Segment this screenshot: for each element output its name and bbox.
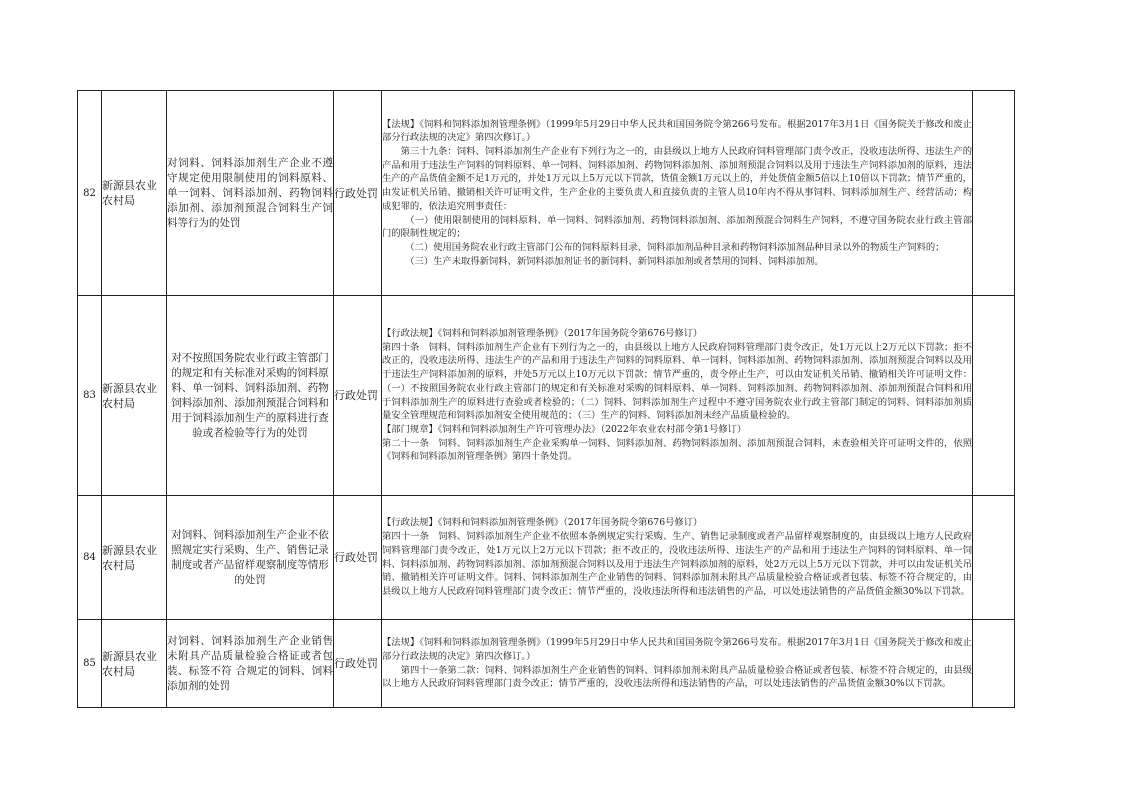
enforcement-items-table [77,90,1015,708]
basis-paragraph: 第三十九条：饲料、饲料添加剂生产企业有下列行为之一的，由县级以上地方人民政府饲料管理部门责令改正，没收违法所得、违法生产的产品和用于违法生产饲料的饲料原料、单一饲料、饲料添加剂、药物饲料添加剂、添加剂预混合饲料以及用于违法生产饲料添加剂的原料，违法生产的产品货值金额不足1万元的，并处1万元以上5万元以下罚款，货值金额1万元以上的，并处货值金额5倍以上10倍以下罚款；情节严重的，由发证机关吊销、撤销相关许可证明文件，生产企业的主要负责人和直接负责的主管人员10年内不得从事饲料、饲料添加剂生产、经营活动；构成犯罪的，依法追究刑事责任： [382,146,972,212]
basis-paragraph: 【行政法规】《饲料和饲料添加剂管理条例》（2017年国务院令第676号修订） [382,327,703,339]
remarks-cell [973,620,1015,708]
legal-basis-cell [382,91,973,296]
department-cell: 新源县农业农村局 [102,296,167,496]
table-row [78,91,1015,296]
row-number: 82 [78,91,102,296]
row-number: 85 [78,620,102,708]
legal-basis-cell [382,296,973,496]
legal-basis-cell [382,620,973,708]
item-name-cell: 对饲料、饲料添加剂生产企业销售未附具产品质量检验合格证或者包装、标签不符 合规定的饲料、饲料添加剂的处罚 [167,620,334,708]
table-row [78,296,1015,496]
item-name-cell: 对饲料、饲料添加剂生产企业不遵守规定使用限制使用的饲料原料、单一饲料、饲料添加剂、药物饲料添加剂、添加剂预混合饲料生产饲料等行为的处罚 [167,91,334,296]
department-cell: 新源县农业农村局 [102,620,167,708]
department-cell: 新源县农业农村局 [102,496,167,620]
basis-paragraph: 【部门规章】《饲料和饲料添加剂生产许可管理办法》（2022年农业农村部令第1号修订） [382,423,747,435]
item-name-cell: 对不按照国务院农业行政主管部门的规定和有关标准对采购的饲料原料、单一饲料、饲料添加剂、药物饲料添加剂、添加剂预混合饲料和用于饲料添加剂生产的原料进行查验或者检验等行为的处罚 [167,296,334,496]
item-type-cell: 行政处罚 [334,620,382,708]
remarks-cell [973,296,1015,496]
basis-paragraph: 【行政法规】《饲料和饲料添加剂管理条例》（2017年国务院令第676号修订） [382,517,703,529]
item-type-cell: 行政处罚 [334,91,382,296]
basis-paragraph: 第四十一条第二款：饲料、饲料添加剂生产企业销售的饲料、饲料添加剂未附具产品质量检验合格证或者包装、标签不符合规定的，由县级以上地方人民政府饲料管理部门责令改正；情节严重的，没收违法所得和违法销售的产品，可以处违法销售的产品货值金额30%以下罚款。 [382,664,972,690]
basis-paragraph: （三）生产未取得新饲料、新饲料添加剂证书的新饲料、新饲料添加剂或者禁用的饲料、饲料添加剂。 [405,255,824,267]
row-number: 84 [78,496,102,620]
basis-paragraph: （二）使用国务院农业行政主管部门公布的饲料原料目录、饲料添加剂品种目录和药物饲料添加剂品种目录以外的物质生产饲料的； [405,241,945,253]
remarks-cell [973,496,1015,620]
row-number: 83 [78,296,102,496]
legal-basis-cell [382,496,973,620]
department-cell: 新源县农业农村局 [102,91,167,296]
basis-paragraph: 【法规】《饲料和饲料添加剂管理条例》（1999年5月29日中华人民共和国国务院令第266号发布。根据2017年3月1日《国务院关于修改和废止部分行政法规的决定》第四次修订。） [382,637,972,662]
basis-paragraph: 第二十一条 饲料、饲料添加剂生产企业采购单一饲料、饲料添加剂、药物饲料添加剂、添加剂预混合饲料，未查验相关许可证明文件的，依照《饲料和饲料添加剂管理条例》第四十条处罚。 [382,437,972,463]
basis-paragraph: 【法规】《饲料和饲料添加剂管理条例》（1999年5月29日中华人民共和国国务院令第266号发布。根据2017年3月1日《国务院关于修改和废止部分行政法规的决定》第四次修订。） [382,118,972,144]
table-row [78,620,1015,708]
basis-paragraph: 第四十一条 饲料、饲料添加剂生产企业不依照本条例规定实行采购、生产、销售记录制度或者产品留样观察制度的，由县级以上地方人民政府饲料管理部门责令改正，处1万元以上2万元以下罚款；拒不改正的，没收违法所得、违法生产的产品和用于违法生产饲料的饲料原料、单一饲料、饲料添加剂、药物饲料添加剂、添加剂预混合饲料以及用于违法生产饲料添加剂的原料，处2万元以上5万元以下罚款，并可以由发证机关吊销、撤销相关许可证明文件。饲料、饲料添加剂生产企业销售的饲料、饲料添加剂未附具产品质量检验合格证或者包装、标签不符合规定的，由县级以上地方人民政府饲料管理部门责令改正；情节严重的，没收违法所得和违法销售的产品，可以处违法销售的产品货值金额30%以下罚款。 [382,531,972,597]
item-type-cell: 行政处罚 [334,496,382,620]
item-name-cell: 对饲料、饲料添加剂生产企业不依照规定实行采购、生产、销售记录制度或者产品留样观察制度等情形的处罚 [167,496,334,620]
table-row [78,496,1015,620]
item-type-cell: 行政处罚 [334,296,382,496]
basis-paragraph: 第四十条 饲料、饲料添加剂生产企业有下列行为之一的，由县级以上地方人民政府饲料管理部门责令改正，处1万元以上2万元以下罚款；拒不改正的，没收违法所得、违法生产的产品和用于违法生产饲料的饲料原料、单一饲料、饲料添加剂、药物饲料添加剂、添加剂预混合饲料以及用于违法生产饲料添加剂的原料，并处5万元以上10万元以下罚款；情节严重的，责令停止生产，可以由发证机关吊销、撤销相关许可证明文件：（一）不按照国务院农业行政主管部门的规定和有关标准对采购的饲料原料、单一饲料、饲料添加剂、药物饲料添加剂、添加剂预混合饲料和用于饲料添加剂生产的原料进行查验或者检验的；（二）饲料、饲料添加剂生产过程中不遵守国务院农业行政主管部门制定的饲料、饲料添加剂质量安全管理规范和饲料添加剂安全使用规范的；（三）生产的饲料、饲料添加剂未经产品质量检验的。 [382,341,972,422]
basis-paragraph: （一）使用限制使用的饲料原料、单一饲料、饲料添加剂、药物饲料添加剂、添加剂预混合饲料生产饲料，不遵守国务院农业行政主管部门的限制性规定的； [382,214,972,240]
remarks-cell [973,91,1015,296]
